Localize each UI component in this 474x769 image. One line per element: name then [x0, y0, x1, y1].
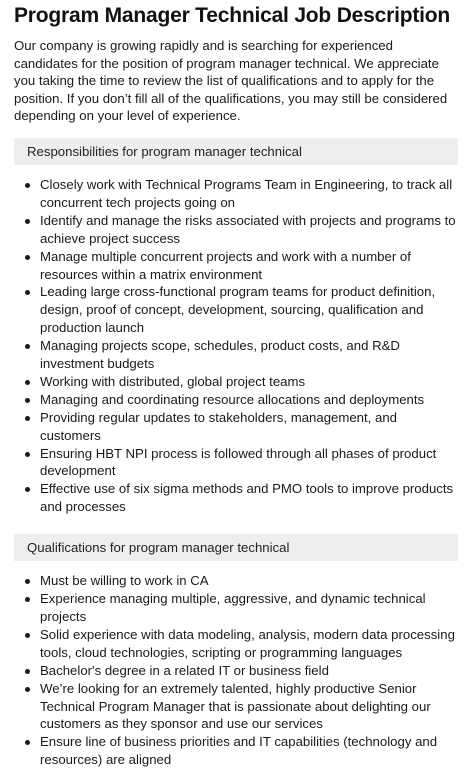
bullet-icon: [25, 398, 30, 403]
responsibilities-list: [12, 176, 462, 516]
list-item: [12, 283, 458, 337]
list-item: [12, 248, 458, 284]
list-item-text: Ensuring HBT NPI process is followed through all phases of product development: [40, 445, 437, 479]
list-item: [12, 572, 458, 590]
list-item-text: Identify and manage the risks associated with projects and programs to achieve project success: [40, 212, 456, 246]
job-description-page: [0, 2, 474, 769]
bullet-icon: [25, 669, 30, 674]
bullet-icon: [25, 687, 30, 692]
list-item: [12, 409, 458, 445]
bullet-icon: [25, 344, 30, 349]
list-item-text: Experience managing multiple, aggressive, and dynamic technical projects: [40, 591, 426, 624]
bullet-icon: [25, 290, 30, 295]
bullet-icon: [25, 597, 30, 602]
list-item: [12, 680, 458, 734]
page-title: Program Manager Technical Job Description: [14, 4, 451, 27]
list-item: [12, 733, 458, 769]
list-item: [12, 626, 458, 662]
list-item: [12, 391, 458, 409]
list-item-text: Manage multiple concurrent projects and work with a number of resources within a matrix environment: [40, 248, 411, 282]
list-item: [12, 337, 458, 373]
list-item-text: Closely work with Technical Programs Team in Engineering, to track all concurrent tech projects going on: [40, 176, 453, 210]
list-item: [12, 176, 458, 212]
bullet-icon: [25, 740, 30, 745]
bullet-icon: [25, 487, 30, 492]
list-item: [12, 662, 458, 680]
list-item: [12, 445, 458, 481]
bullet-icon: [25, 255, 30, 260]
list-item: [12, 212, 458, 248]
bullet-icon: [25, 416, 30, 421]
list-item-text: Bachelor's degree in a related IT or business field: [40, 662, 329, 678]
list-item-text: Managing projects scope, schedules, product costs, and R&D investment budgets: [40, 338, 400, 372]
list-item-text: Managing and coordinating resource allocations and deployments: [40, 391, 425, 407]
list-item-text: Providing regular updates to stakeholders, management, and customers: [40, 409, 398, 443]
qualifications-heading: Qualifications for program manager technical: [14, 534, 458, 561]
list-item-text: We’re looking for an extremely talented, highly productive Senior Technical Program Manager that is passionate about delighting our customers as they sponsor and use our services: [40, 680, 431, 732]
bullet-icon: [25, 219, 30, 224]
responsibilities-heading: Responsibilities for program manager technical: [14, 138, 458, 165]
bullet-icon: [25, 452, 30, 457]
bullet-icon: [25, 633, 30, 638]
qualifications-list: [12, 572, 462, 769]
list-item: [12, 480, 458, 516]
bullet-icon: [25, 380, 30, 385]
bullet-icon: [25, 579, 30, 584]
list-item-text: Solid experience with data modeling, analysis, modern data processing tools, cloud technologies, scripting or programming languages: [40, 626, 455, 660]
list-item-text: Ensure line of business priorities and IT capabilities (technology and resources) are aligned: [40, 734, 438, 768]
list-item-text: Effective use of six sigma methods and PMO tools to improve products and processes: [40, 481, 454, 515]
list-item-text: Leading large cross-functional program teams for product definition, design, proof of concept, development, sourcing, qualification and production launch: [40, 284, 436, 336]
list-item: [12, 373, 458, 391]
list-item: [12, 590, 458, 626]
list-item-text: Working with distributed, global project teams: [40, 373, 306, 389]
bullet-icon: [25, 183, 30, 188]
intro-paragraph: Our company is growing rapidly and is searching for experienced candidates for the position of program manager technical. We appreciate you taking the time to review the list of qualifications and to apply for the position. If you don’t fill all of the qualifications, you may still be considered depending on your level of experience.: [14, 38, 448, 124]
list-item-text: Must be willing to work in CA: [40, 573, 209, 589]
